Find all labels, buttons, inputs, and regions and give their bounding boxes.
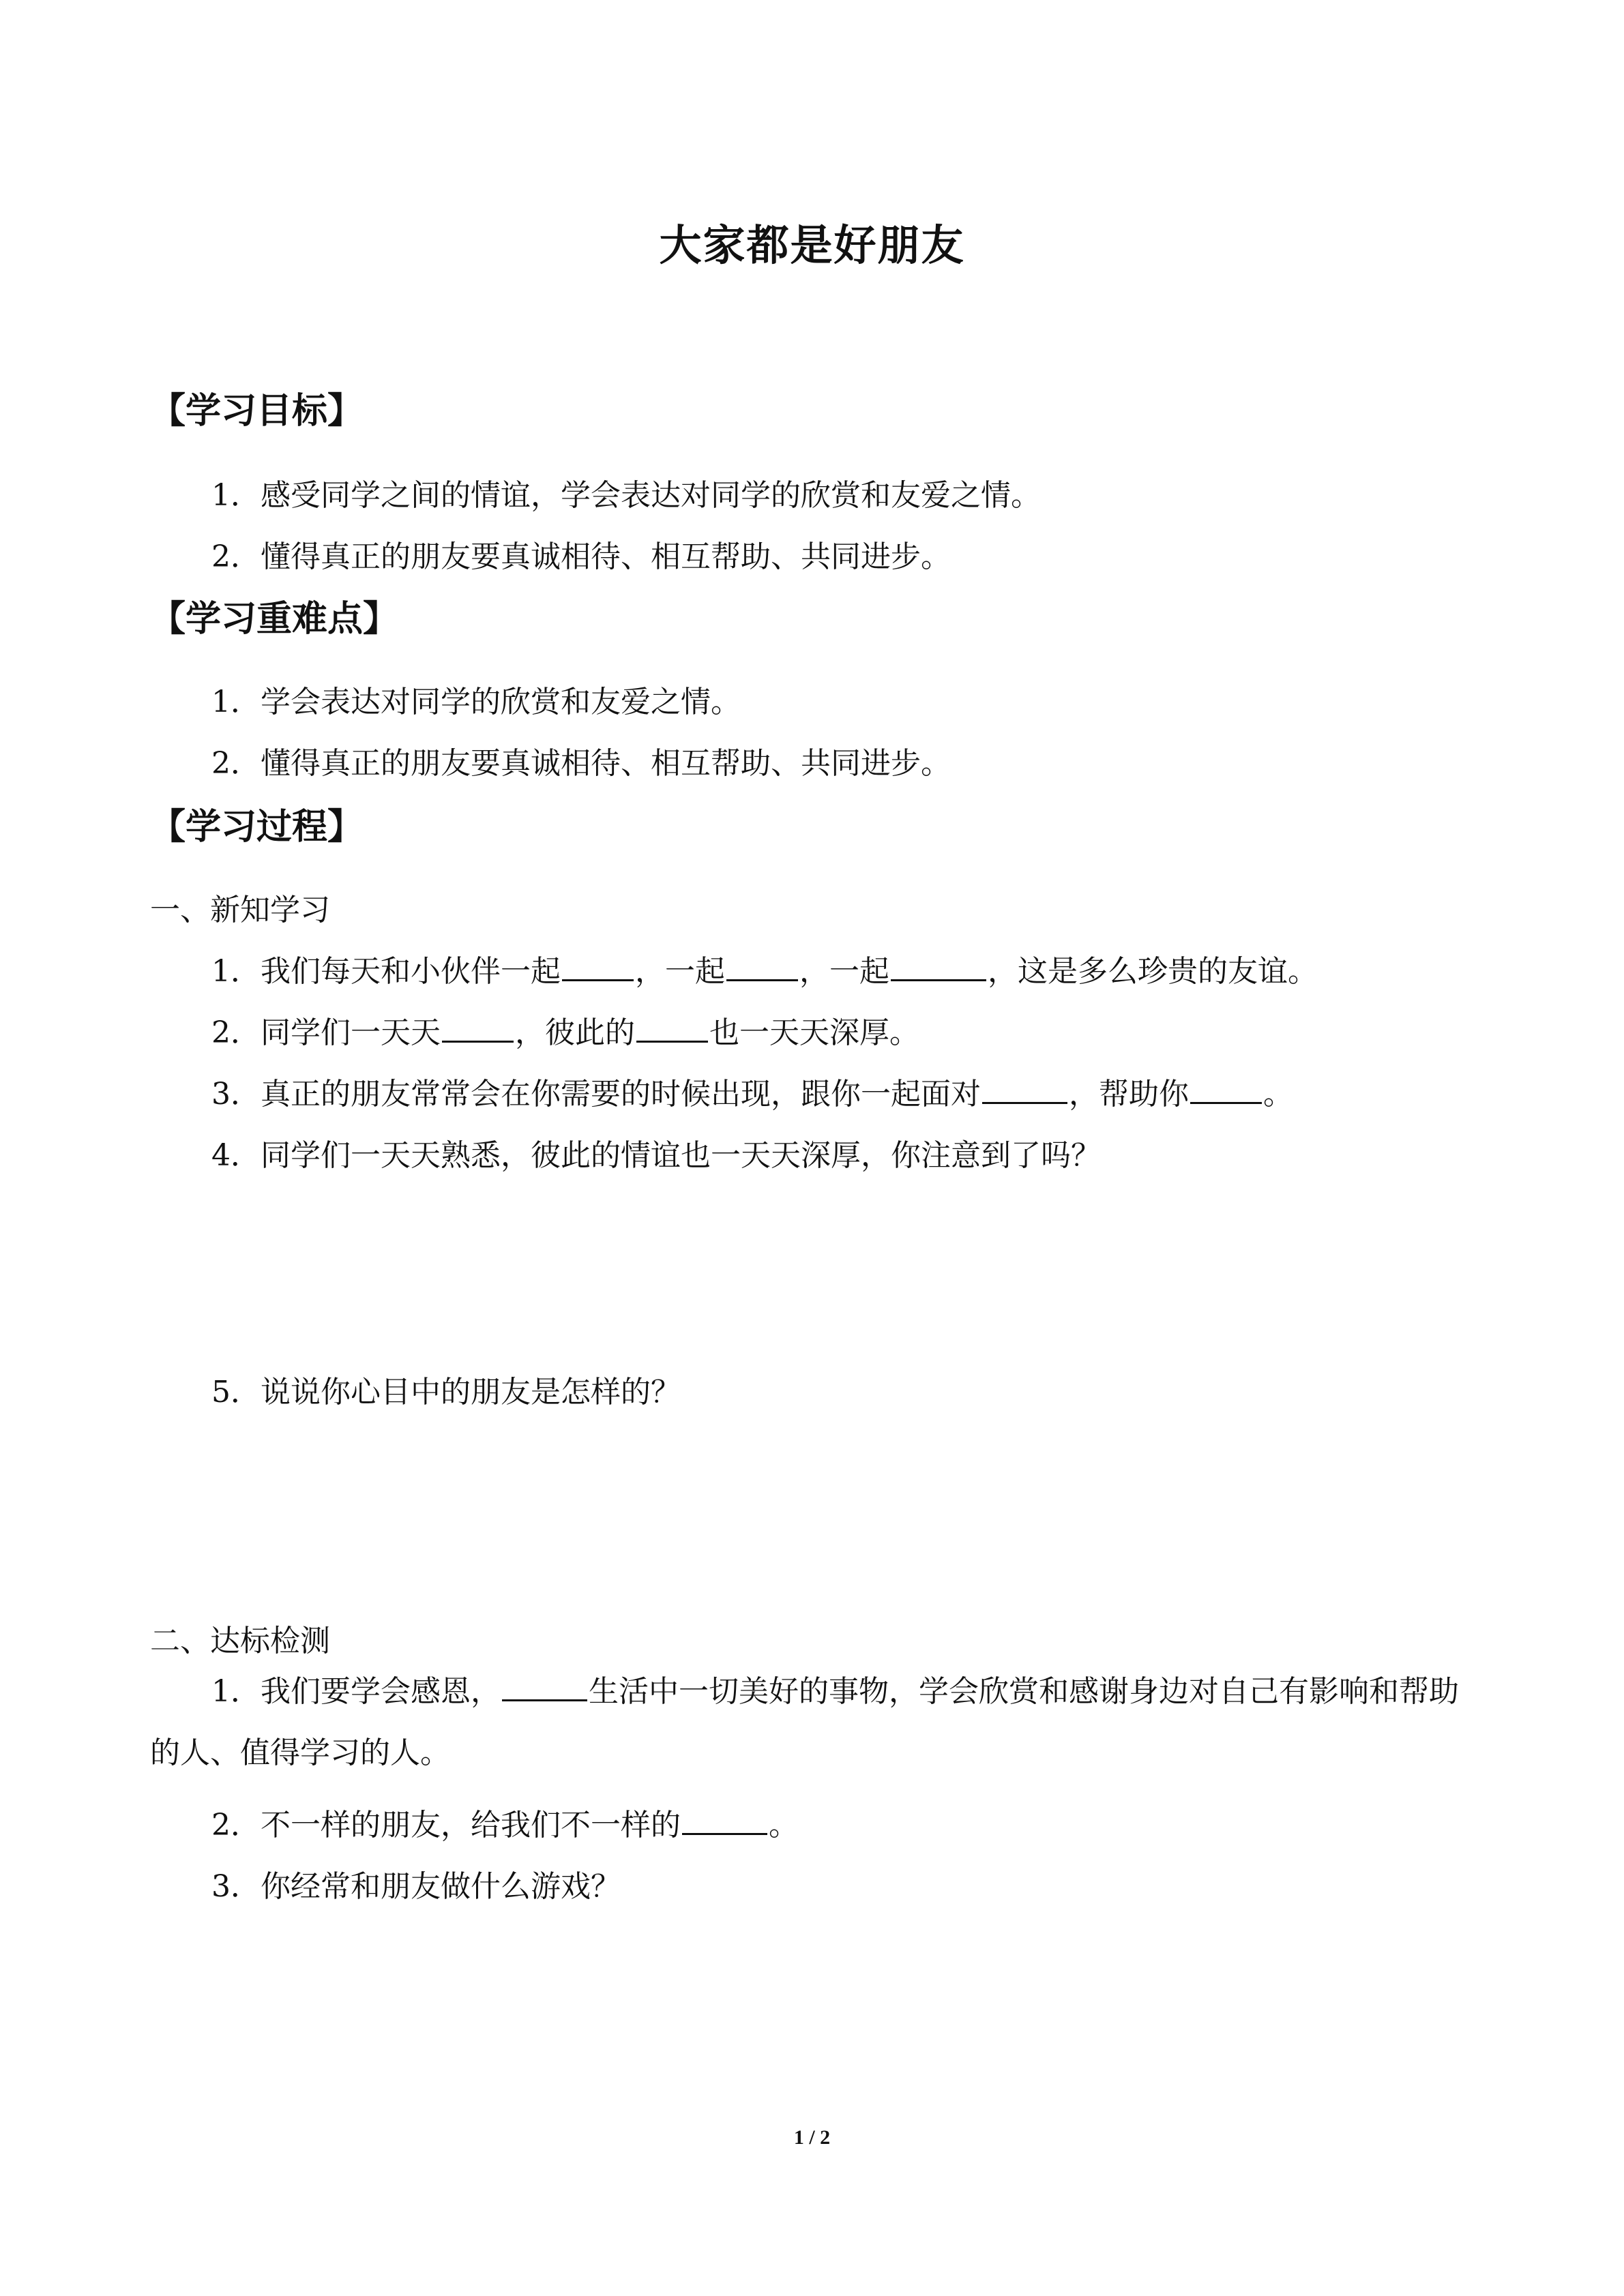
q1-1-text-d: ，这是多么珍贵的友谊。 bbox=[988, 954, 1318, 989]
blank-field[interactable] bbox=[1190, 1075, 1262, 1104]
q1-1-text-b: ，一起 bbox=[635, 954, 725, 989]
part-assessment-label: 二、达标检测 bbox=[150, 1624, 330, 1658]
question-2-1 bbox=[150, 1661, 1487, 1784]
question-1-3 bbox=[211, 1069, 1293, 1113]
key-point-item-2: 2．懂得真正的朋友要真诚相待、相互帮助、共同进步。 bbox=[211, 746, 951, 781]
q2-2-text-b: 。 bbox=[769, 1808, 799, 1843]
question-2-3: 3．你经常和朋友做什么游戏？ bbox=[211, 1869, 621, 1904]
q1-1-text-a: 1．我们每天和小伙伴一起 bbox=[211, 954, 561, 989]
blank-field[interactable] bbox=[442, 1013, 514, 1043]
heading-learning-process: 【学习过程】 bbox=[150, 807, 364, 848]
q1-3-text-c: 。 bbox=[1263, 1077, 1293, 1112]
q2-2-text-a: 2．不一样的朋友，给我们不一样的 bbox=[211, 1808, 681, 1843]
q1-3-text-b: ，帮助你 bbox=[1069, 1077, 1189, 1112]
q1-2-text-b: ，彼此的 bbox=[515, 1015, 635, 1050]
goal-item-1: 1．感受同学之间的情谊，学会表达对同学的欣赏和友爱之情。 bbox=[211, 478, 1041, 513]
goal-item-2: 2．懂得真正的朋友要真诚相待、相互帮助、共同进步。 bbox=[211, 539, 951, 574]
heading-learning-goals: 【学习目标】 bbox=[150, 391, 364, 432]
q1-1-text-c: ，一起 bbox=[799, 954, 889, 989]
page-title: 大家都是好朋友 bbox=[659, 220, 965, 270]
q1-2-text-a: 2．同学们一天天 bbox=[211, 1015, 441, 1050]
question-1-4: 4．同学们一天天熟悉，彼此的情谊也一天天深厚，你注意到了吗？ bbox=[211, 1138, 1101, 1173]
question-1-1 bbox=[211, 946, 1318, 990]
blank-field[interactable] bbox=[891, 952, 986, 981]
blank-field[interactable] bbox=[502, 1672, 587, 1701]
blank-field[interactable] bbox=[682, 1806, 767, 1835]
key-point-item-1: 1．学会表达对同学的欣赏和友爱之情。 bbox=[211, 685, 741, 719]
heading-key-points: 【学习重难点】 bbox=[150, 599, 399, 640]
q1-2-text-c: 也一天天深厚。 bbox=[709, 1015, 919, 1050]
q2-1-text-b: 生活中一切美好的事物，学会欣赏和感谢身边对自己有影响和帮助的人、值得学习的人。 bbox=[150, 1674, 1459, 1770]
part-new-knowledge-label: 一、新知学习 bbox=[150, 893, 330, 927]
question-1-2 bbox=[211, 1008, 919, 1052]
q1-3-text-a: 3．真正的朋友常常会在你需要的时候出现，跟你一起面对 bbox=[211, 1077, 981, 1112]
blank-field[interactable] bbox=[636, 1013, 708, 1043]
blank-field[interactable] bbox=[726, 952, 798, 981]
page-number: 1 / 2 bbox=[793, 2126, 831, 2149]
question-1-5: 5．说说你心目中的朋友是怎样的？ bbox=[211, 1375, 681, 1410]
q2-1-text-a: 1．我们要学会感恩， bbox=[211, 1674, 501, 1709]
blank-field[interactable] bbox=[562, 952, 634, 981]
question-2-2 bbox=[211, 1800, 799, 1844]
blank-field[interactable] bbox=[982, 1075, 1067, 1104]
